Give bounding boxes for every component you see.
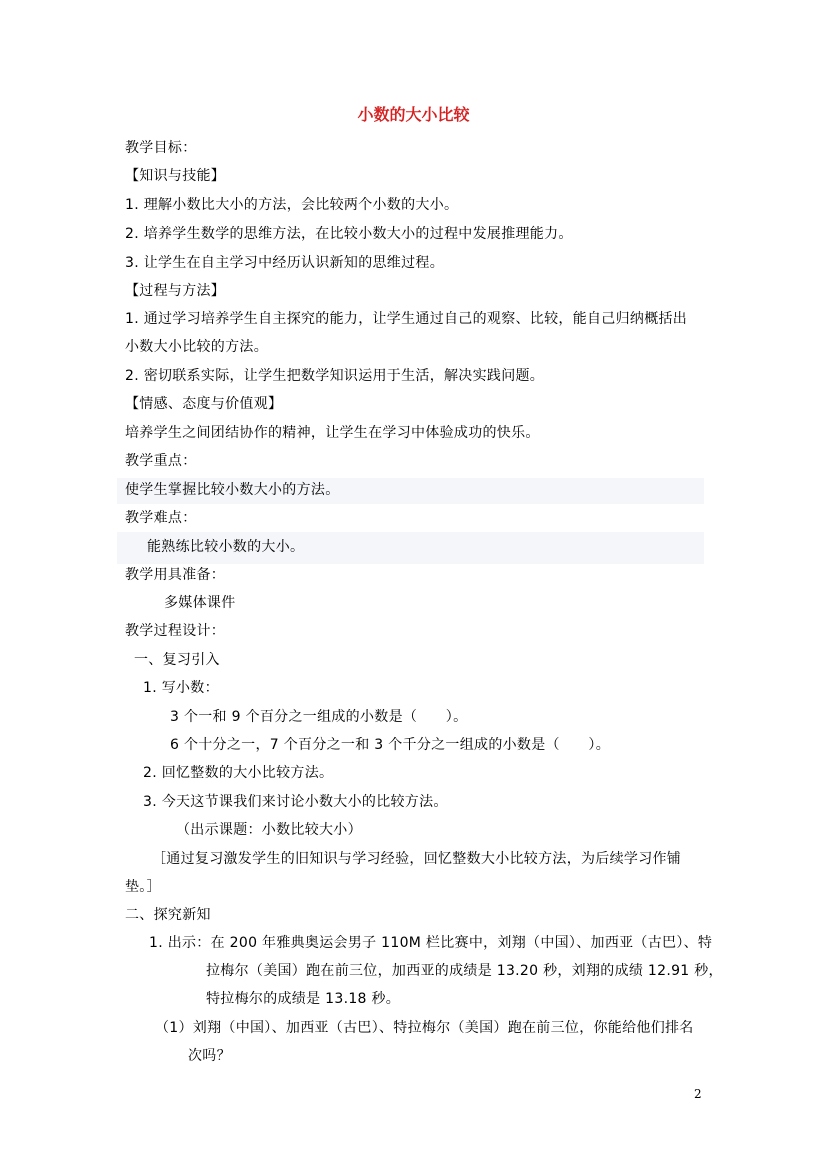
- section-heading-objectives: 教学目标：: [125, 140, 197, 156]
- list-item: 2. 回忆整数的大小比较方法。: [143, 765, 334, 781]
- list-item: 3. 让学生在自主学习中经历认识新知的思维过程。: [125, 255, 445, 271]
- list-item: 2. 培养学生数学的思维方法，在比较小数大小的过程中发展推理能力。: [125, 226, 573, 242]
- part-heading-review: 一、复习引入: [134, 652, 220, 668]
- section-heading-key-point: 教学重点：: [125, 453, 197, 469]
- paragraph-key-point: 使学生掌握比较小数大小的方法。: [125, 482, 340, 498]
- paragraph: 培养学生之间团结协作的精神，让学生在学习中体验成功的快乐。: [125, 425, 540, 441]
- list-item-continued: 拉梅尔（美国）跑在前三位，加西亚的成绩是 13.20 秒，刘翔的成绩 12.91 秒，: [206, 963, 723, 979]
- list-item: 1. 理解小数比大小的方法，会比较两个小数的大小。: [125, 197, 459, 213]
- question-line: 3 个一和 9 个百分之一组成的小数是（ ）。: [170, 709, 468, 725]
- list-item-continued: 特拉梅尔的成绩是 13.18 秒。: [206, 991, 401, 1007]
- subheading-process-methods: 【过程与方法】: [125, 283, 226, 299]
- design-note: ［通过复习激发学生的旧知识与学习经验，回忆整数大小比较方法，为后续学习作铺: [152, 851, 682, 867]
- part-heading-explore: 二、探究新知: [125, 907, 211, 923]
- section-heading-difficulty: 教学难点：: [125, 510, 197, 526]
- document-title: 小数的大小比较: [357, 105, 470, 124]
- section-heading-materials: 教学用具准备：: [125, 567, 226, 583]
- topic-note: （出示课题：小数比较大小）: [176, 822, 362, 838]
- list-item: 1. 通过学习培养学生自主探究的能力，让学生通过自己的观察、比较，能自己归纳概括出: [125, 311, 688, 327]
- page-number: 2: [694, 1087, 702, 1101]
- section-heading-process: 教学过程设计：: [125, 623, 226, 639]
- subheading-knowledge-skills: 【知识与技能】: [125, 168, 226, 184]
- paragraph-difficulty: 能熟练比较小数的大小。: [147, 539, 305, 555]
- list-item-continued: 小数大小比较的方法。: [125, 339, 268, 355]
- list-item: 1. 出示：在 200 年雅典奥运会男子 110M 栏比赛中，刘翔（中国）、加西亚（古巴）、特: [149, 935, 713, 951]
- list-item: 3. 今天这节课我们来讨论小数大小的比较方法。: [143, 794, 448, 810]
- list-item: 2. 密切联系实际，让学生把数学知识运用于生活，解决实践问题。: [125, 368, 545, 384]
- subheading-emotion-values: 【情感、态度与价值观】: [125, 396, 283, 412]
- question-line: 6 个十分之一，7 个百分之一和 3 个千分之一组成的小数是（ ）。: [170, 737, 611, 753]
- list-item: 1. 写小数：: [143, 680, 219, 696]
- paragraph-materials: 多媒体课件: [164, 595, 236, 611]
- design-note-continued: 垫。］: [125, 879, 161, 895]
- sub-question-continued: 次吗？: [188, 1048, 231, 1064]
- sub-question: （1）刘翔（中国）、加西亚（古巴）、特拉梅尔（美国）跑在前三位，你能给他们排名: [155, 1020, 694, 1036]
